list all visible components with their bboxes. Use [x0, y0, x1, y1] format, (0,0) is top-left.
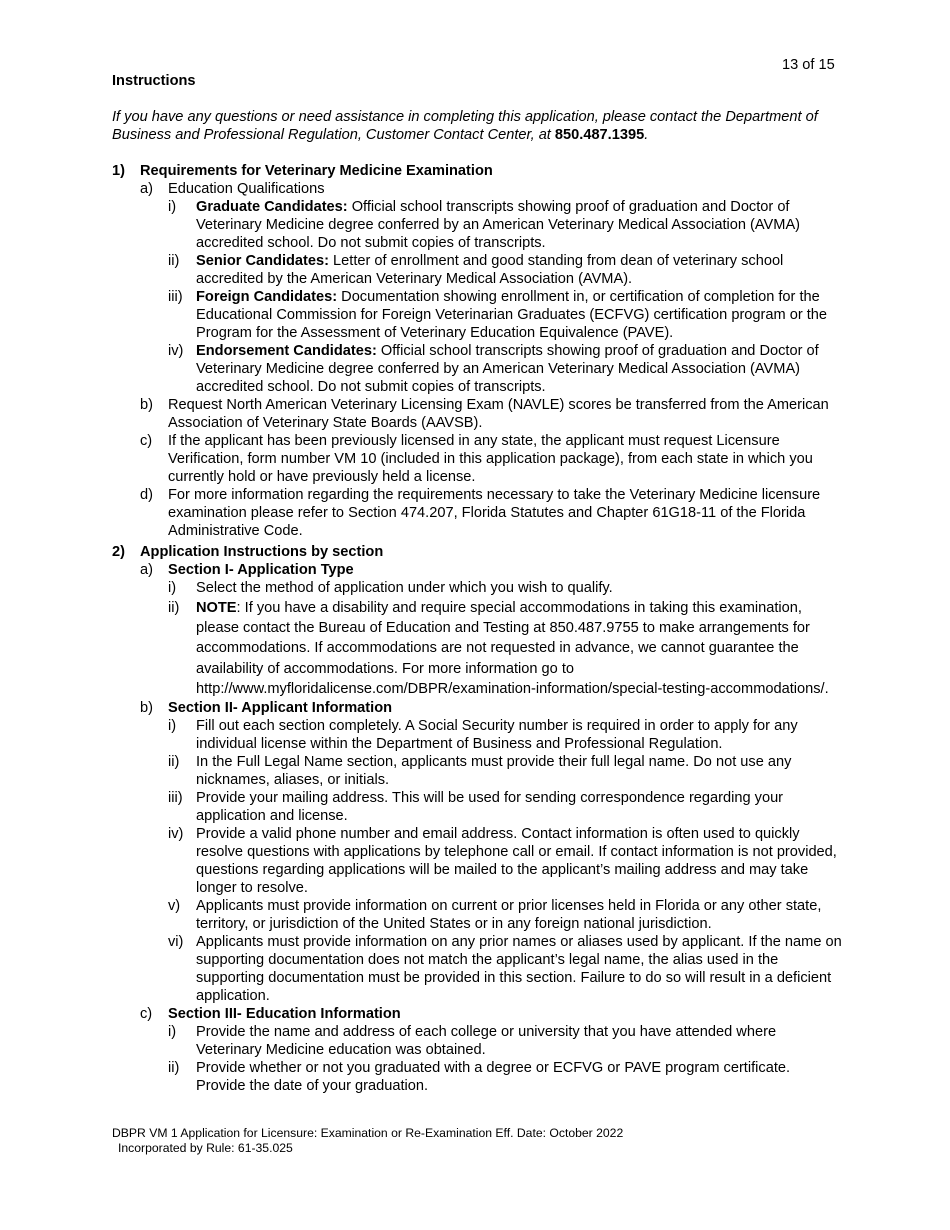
- list-item: [140, 180, 842, 198]
- item-number: b): [140, 397, 153, 413]
- item-number: a): [140, 562, 153, 578]
- item-text: [196, 598, 842, 699]
- list-item: [140, 486, 842, 540]
- section-number: 2): [112, 544, 125, 560]
- item-number: iii): [168, 790, 183, 807]
- page-title: Instructions: [112, 73, 196, 89]
- intro-paragraph: [112, 108, 842, 144]
- item-text: [196, 252, 842, 288]
- subsection-title: Section III- Education Information: [168, 1006, 401, 1023]
- section-title: Requirements for Veterinary Medicine Examination: [140, 163, 493, 179]
- page-number: 13 of 15: [782, 57, 835, 73]
- list-item: [168, 753, 842, 789]
- item-text: [196, 198, 842, 252]
- item-text: Applicants must provide information on current or prior licenses held in Florida or any other state, territory, or jurisdiction of the United States or in any foreign national jurisdiction.: [196, 898, 822, 933]
- document-body: [112, 72, 842, 1095]
- item-body: Documentation showing enrollment in, or certification of completion for the Educational Commission for Foreign Veterinarian Graduates (ECFVG) certification program or the Program for the Assessment of Veterinary Education Equivalence (PAVE).: [196, 289, 828, 341]
- item-text: Provide your mailing address. This will be used for sending correspondence regarding your application and license.: [196, 790, 784, 825]
- item-text: Provide whether or not you graduated with a degree or ECFVG or PAVE program certificate. Provide the date of your graduation.: [196, 1060, 791, 1095]
- item-number: iv): [168, 343, 184, 359]
- item-number: i): [168, 580, 177, 596]
- page-footer: [112, 1126, 623, 1155]
- item-text: In the Full Legal Name section, applicants must provide their full legal name. Do not use any nicknames, aliases, or initials.: [196, 754, 792, 789]
- item-label: Graduate Candidates:: [196, 199, 348, 215]
- list-item: [168, 598, 842, 699]
- item-number: c): [140, 433, 153, 449]
- list-item: [168, 342, 842, 396]
- item-text: If the applicant has been previously licensed in any state, the applicant must request Licensure Verification, form number VM 10 (included in this application package), from each state in which you currently hold or have previously held a license.: [168, 433, 813, 485]
- item-body: Letter of enrollment and good standing from dean of veterinary school accredited by the American Veterinary Medical Association (AVMA).: [196, 253, 784, 287]
- list-item: [168, 198, 842, 252]
- item-label: Endorsement Candidates:: [196, 343, 377, 359]
- list-item: [168, 1059, 842, 1095]
- item-text: Education Qualifications: [168, 181, 325, 197]
- item-number: ii): [168, 600, 180, 616]
- footer-rule: Incorporated by Rule: 61-35.025: [118, 1140, 293, 1155]
- item-body: Official school transcripts showing proof of graduation and Doctor of Veterinary Medicine degree conferred by an American Veterinary Medical Association (AVMA) accredited school. Do not submit copies of transcripts.: [196, 343, 819, 395]
- list-item: [168, 252, 842, 288]
- item-text: [196, 342, 842, 396]
- item-number: ii): [168, 754, 180, 771]
- item-number: ii): [168, 1060, 180, 1077]
- section-title: Application Instructions by section: [140, 544, 384, 560]
- item-text: For more information regarding the requirements necessary to take the Veterinary Medicine licensure examination please refer to Section 474.207, Florida Statutes and Chapter 61G18-11 of the Florida Administrative Code.: [168, 487, 821, 539]
- subsection-heading: [140, 1005, 842, 1023]
- item-text: Select the method of application under which you wish to qualify.: [196, 580, 613, 596]
- item-body: Official school transcripts showing proof of graduation and Doctor of Veterinary Medicine degree conferred by an American Veterinary Medical Association (AVMA) accredited school. Do not submit copies of transcripts.: [196, 199, 801, 251]
- item-number: a): [140, 181, 153, 197]
- item-text: Fill out each section completely. A Social Security number is required in order to apply for any individual license within the Department of Business and Professional Regulation.: [196, 718, 798, 753]
- list-item: [168, 1023, 842, 1059]
- item-text: Applicants must provide information on any prior names or aliases used by applicant. If the name on supporting documentation does not match the applicant’s legal name, the alias used in the supporting documentation must be provided in this section. Failure to do so will result in a deficient application.: [196, 934, 842, 1005]
- subsection-title: Section I- Application Type: [168, 562, 354, 578]
- section-number: 1): [112, 163, 125, 179]
- item-number: iv): [168, 826, 184, 843]
- item-number: ii): [168, 253, 180, 269]
- item-number: v): [168, 898, 181, 915]
- item-number: iii): [168, 289, 183, 305]
- item-label: Foreign Candidates:: [196, 289, 338, 305]
- item-number: b): [140, 700, 153, 717]
- list-item: [168, 789, 842, 825]
- contact-phone: 850.487.1395: [554, 127, 645, 143]
- item-number: i): [168, 199, 177, 215]
- list-item: [140, 432, 842, 486]
- item-text: Provide a valid phone number and email address. Contact information is often used to quickly resolve questions with applications by telephone call or email. If contact information is not provided, questions regarding applications will be mailed to the applicant’s mailing address and may take longer to resolve.: [196, 826, 837, 897]
- item-body: : If you have a disability and require special accommodations in taking this examination, please contact the Bureau of Education and Testing at 850.487.9755 to make arrangements for accommodations. If accommodations are not requested in advance, we cannot guarantee the availability of accommodations. For more information go to http://www.myfloridalicense.com/DBPR/examination-information/special-testing-accommodations/.: [196, 600, 829, 697]
- item-number: c): [140, 1006, 153, 1023]
- section-1-heading: [112, 162, 842, 180]
- item-label: NOTE: [196, 600, 237, 616]
- item-number: vi): [168, 934, 184, 951]
- intro-text: If you have any questions or need assistance in completing this application, please contact the Department of Business and Professional Regulation, Customer Contact Center, at: [112, 109, 818, 143]
- list-item: [168, 579, 842, 597]
- item-number: i): [168, 718, 177, 735]
- footer-form-info: DBPR VM 1 Application for Licensure: Examination or Re-Examination Eff. Date: October 2022: [112, 1126, 624, 1140]
- item-text: Request North American Veterinary Licensing Exam (NAVLE) scores be transferred from the American Association of Veterinary State Boards (AAVSB).: [168, 397, 829, 431]
- list-item: [140, 396, 842, 432]
- subsection-heading: [140, 561, 842, 579]
- list-item: [168, 897, 842, 933]
- list-item: [168, 933, 842, 1005]
- item-text: [196, 288, 842, 342]
- item-label: Senior Candidates:: [196, 253, 329, 269]
- item-number: d): [140, 487, 153, 503]
- item-text: Provide the name and address of each college or university that you have attended where Veterinary Medicine education was obtained.: [196, 1024, 777, 1059]
- intro-end: .: [644, 127, 649, 143]
- section-2-heading: [112, 543, 842, 561]
- subsection-title: Section II- Applicant Information: [168, 700, 393, 717]
- subsection-heading: [140, 699, 842, 717]
- list-item: [168, 288, 842, 342]
- list-item: [168, 825, 842, 897]
- item-number: i): [168, 1024, 177, 1041]
- list-item: [168, 717, 842, 753]
